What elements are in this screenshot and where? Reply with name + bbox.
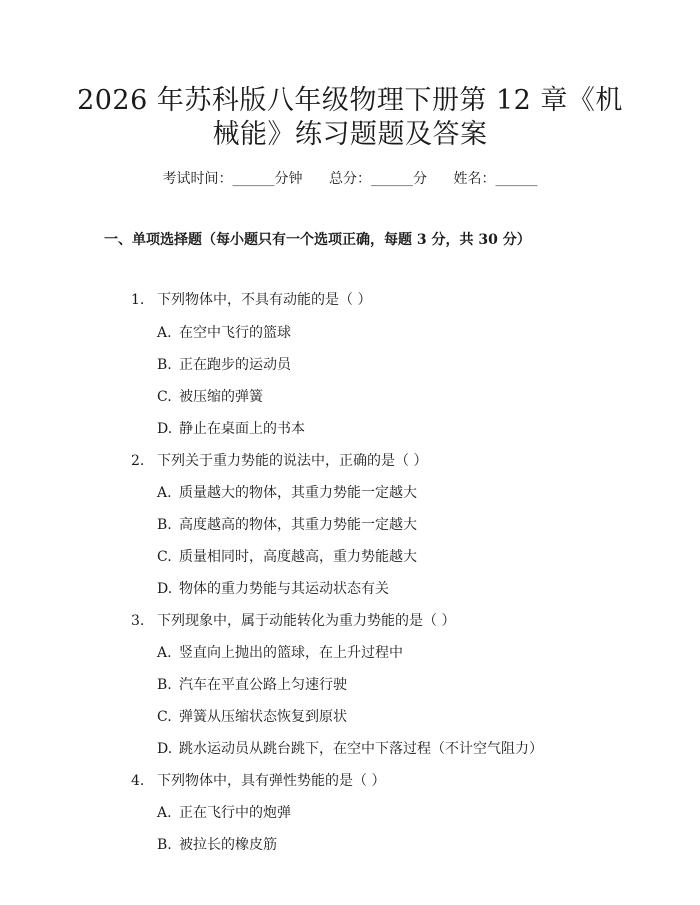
option-text: 在空中飞行的篮球 bbox=[179, 325, 291, 341]
option-text: 质量相同时，高度越高，重力势能越大 bbox=[179, 549, 417, 565]
question-number: 4. bbox=[131, 773, 145, 789]
option-letter: B. bbox=[157, 517, 172, 533]
question bbox=[131, 610, 455, 630]
exam-meta bbox=[0, 168, 700, 188]
exam-time-field: 考试时间：______分钟 bbox=[162, 171, 303, 187]
total-score-field: 总分：______分 bbox=[329, 171, 427, 187]
question-text: 下列物体中，不具有动能的是（ ） bbox=[157, 292, 372, 308]
option-text: 被拉长的橡皮筋 bbox=[179, 837, 277, 853]
option bbox=[157, 418, 305, 438]
option bbox=[157, 322, 291, 342]
option bbox=[157, 514, 417, 534]
option-text: 高度越高的物体，其重力势能一定越大 bbox=[179, 517, 417, 533]
option bbox=[157, 802, 291, 822]
option bbox=[157, 706, 347, 726]
option-text: 汽车在平直公路上匀速行驶 bbox=[179, 677, 347, 693]
option-text: 静止在桌面上的书本 bbox=[179, 421, 305, 437]
question-text: 下列关于重力势能的说法中，正确的是（ ） bbox=[157, 453, 428, 469]
option-letter: A. bbox=[157, 485, 172, 501]
option bbox=[157, 482, 417, 502]
option bbox=[157, 738, 543, 758]
option-letter: B. bbox=[157, 357, 172, 373]
question-number: 2. bbox=[131, 453, 145, 469]
option-letter: D. bbox=[157, 581, 173, 597]
option-text: 正在飞行中的炮弹 bbox=[179, 805, 291, 821]
option bbox=[157, 354, 291, 374]
option-text: 竖直向上抛出的篮球，在上升过程中 bbox=[179, 645, 403, 661]
option-letter: C. bbox=[157, 549, 172, 565]
option bbox=[157, 834, 277, 854]
student-name-field: 姓名：______ bbox=[453, 171, 538, 187]
option bbox=[157, 546, 417, 566]
option-letter: A. bbox=[157, 645, 172, 661]
question-number: 1. bbox=[131, 292, 145, 308]
question bbox=[131, 450, 427, 470]
question bbox=[131, 289, 371, 309]
option bbox=[157, 386, 263, 406]
option-letter: B. bbox=[157, 837, 172, 853]
option-text: 跳水运动员从跳台跳下，在空中下落过程（不计空气阻力） bbox=[179, 741, 543, 757]
option-text: 正在跑步的运动员 bbox=[179, 357, 291, 373]
option-text: 被压缩的弹簧 bbox=[179, 389, 263, 405]
option-letter: D. bbox=[157, 741, 173, 757]
section-heading: 一、单项选择题（每小题只有一个选项正确，每题 3 分，共 30 分） bbox=[104, 232, 531, 248]
question-text: 下列物体中，具有弹性势能的是（ ） bbox=[157, 773, 386, 789]
option-text: 质量越大的物体，其重力势能一定越大 bbox=[179, 485, 417, 501]
option bbox=[157, 642, 403, 662]
option bbox=[157, 674, 347, 694]
option bbox=[157, 578, 389, 598]
option-text: 弹簧从压缩状态恢复到原状 bbox=[179, 709, 347, 725]
question-number: 3. bbox=[131, 613, 145, 629]
option-letter: C. bbox=[157, 709, 172, 725]
document-title-line-2: 械能》练习题题及答案 bbox=[212, 119, 488, 150]
document-title-line-1: 2026 年苏科版八年级物理下册第 12 章《机 bbox=[77, 85, 623, 116]
option-letter: B. bbox=[157, 677, 172, 693]
question-text: 下列现象中，属于动能转化为重力势能的是（ ） bbox=[157, 613, 456, 629]
option-letter: C. bbox=[157, 389, 172, 405]
question bbox=[131, 770, 385, 790]
option-text: 物体的重力势能与其运动状态有关 bbox=[179, 581, 389, 597]
option-letter: D. bbox=[157, 421, 173, 437]
option-letter: A. bbox=[157, 325, 172, 341]
option-letter: A. bbox=[157, 805, 172, 821]
